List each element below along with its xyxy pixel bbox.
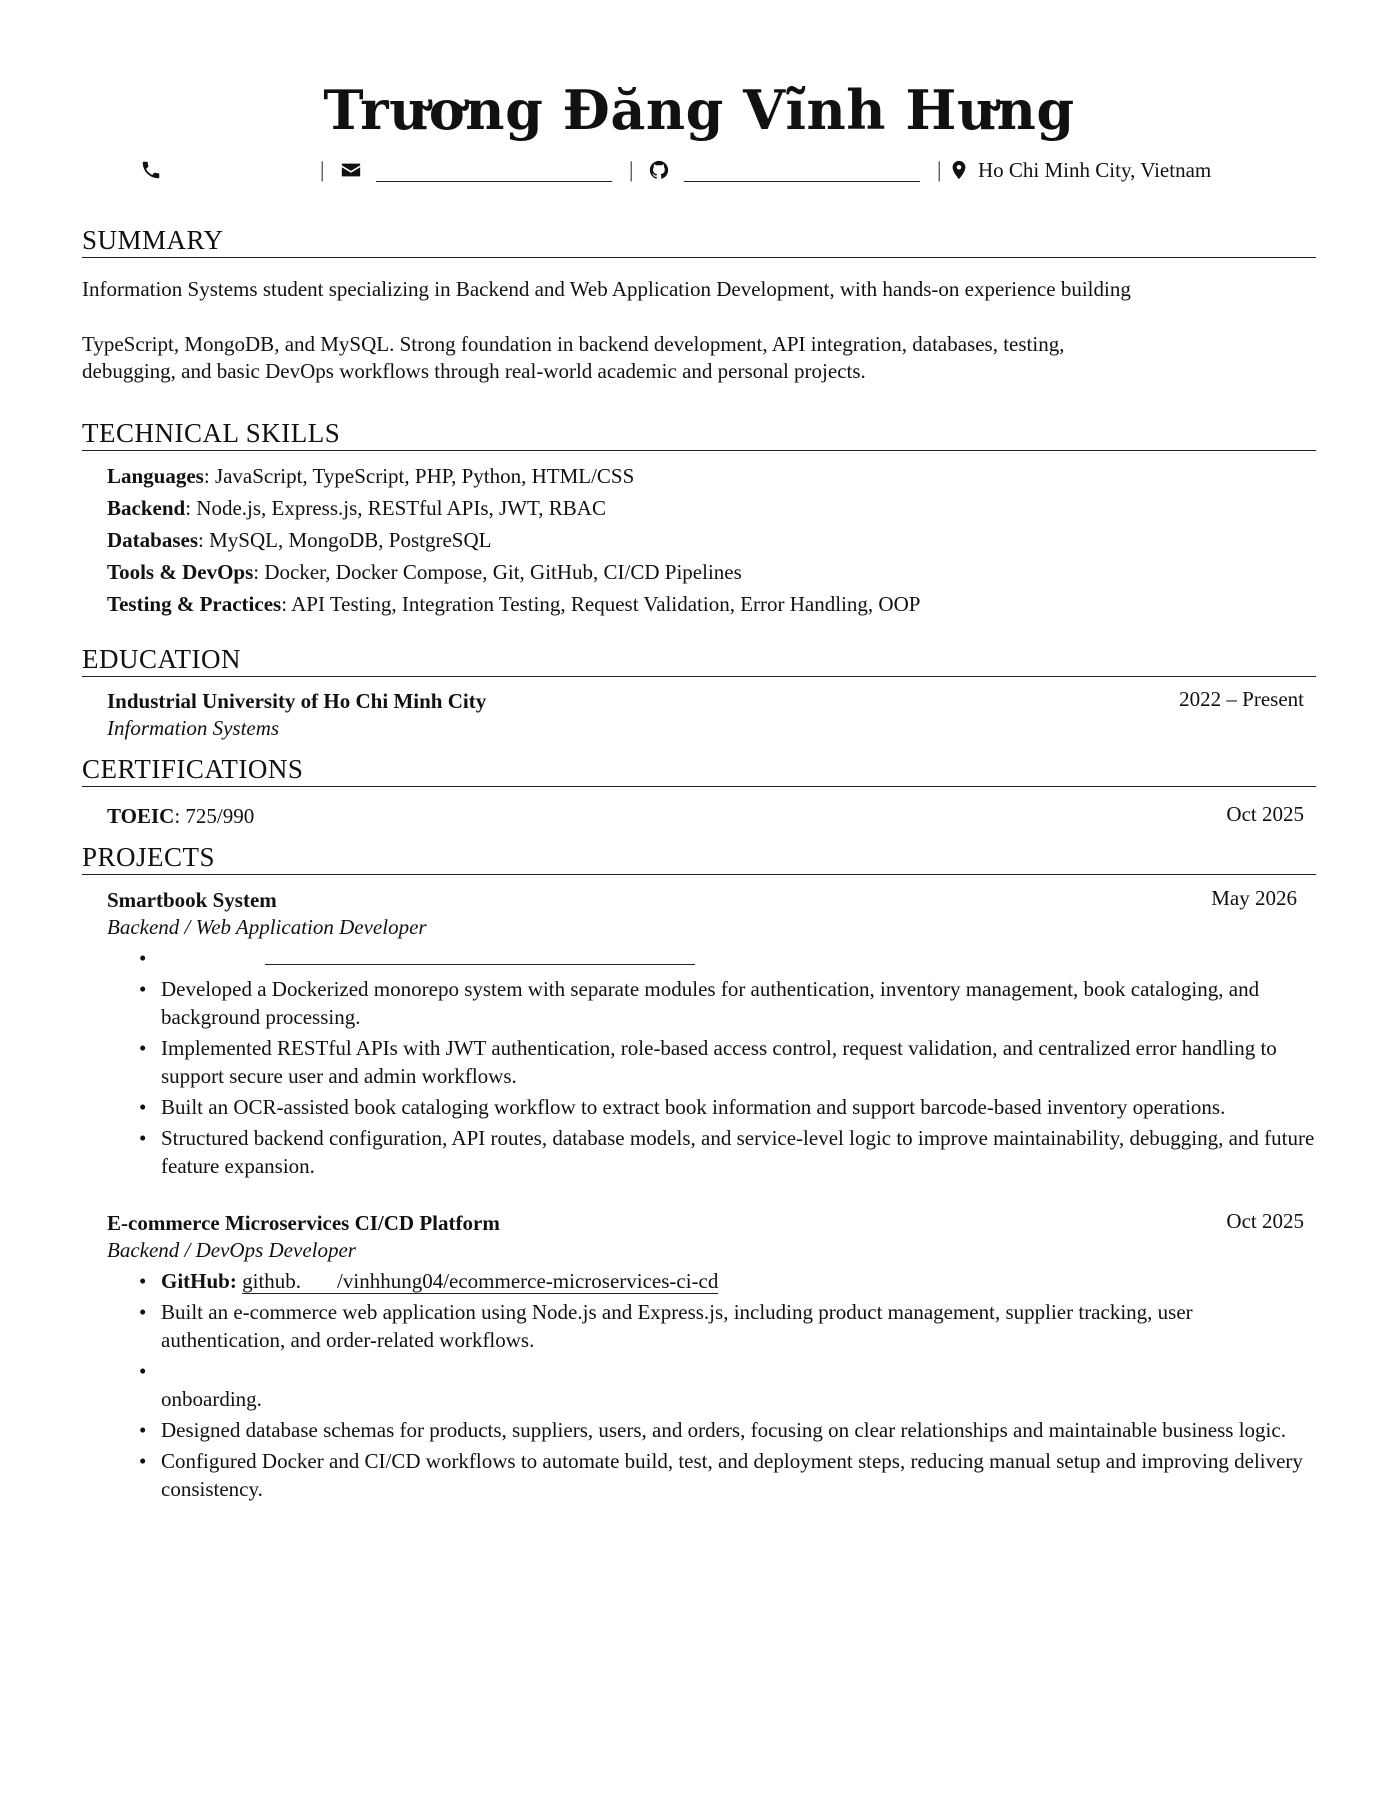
map-pin-icon [948,159,970,181]
github-repo-link[interactable]: github. /vinhhung04/ecommerce-microservices-ci-cd [242,1269,719,1293]
skill-label: Tools & DevOps [107,560,254,584]
project-date: Oct 2025 [1226,1209,1304,1233]
skill-value: : Node.js, Express.js, RESTful APIs, JWT, RBAC [185,496,606,520]
skill-tools-devops [107,558,742,586]
email-item[interactable] [340,155,612,185]
certification-toeic [107,802,254,830]
skills-heading: TECHNICAL SKILLS [82,418,1316,451]
phone-icon [140,159,162,181]
project-date: May 2026 [1211,886,1297,910]
list-item: • Built an OCR-assisted book cataloging workflow to extract book information and support barcode-based inventory operations. [107,1093,1316,1121]
summary-heading: SUMMARY [82,225,1316,258]
location-item [948,155,1211,185]
project-link[interactable] [265,944,695,965]
skill-testing-practices [107,590,920,618]
skill-value: : JavaScript, TypeScript, PHP, Python, HTML/CSS [203,464,635,488]
project-1-bullets [107,944,1316,1183]
education-heading: EDUCATION [82,644,1316,677]
certification-score: : 725/990 [174,804,255,828]
project-role: Backend / DevOps Developer [107,1238,356,1262]
list-item: • Configured Docker and CI/CD workflows to automate build, test, and deployment steps, reducing manual setup and improving delivery consistency. [107,1447,1316,1503]
candidate-name: Trương Đăng Vĩnh Hưng [323,78,1075,142]
list-item: • Designed database schemas for products, suppliers, users, and orders, focusing on clear relationships and maintainable business logic. [107,1416,1316,1444]
list-item: • Implemented RESTful APIs with JWT authentication, role-based access control, request validation, and centralized error handling to support secure user and admin workflows. [107,1034,1316,1090]
github-icon [648,159,670,181]
bullet-text: • onboarding. [161,1387,262,1411]
github-profile-link[interactable] [684,159,920,182]
education-dates: 2022 – Present [1179,687,1304,711]
github-label: GitHub: [161,1269,237,1293]
contact-separator: | [320,157,325,182]
list-item [107,944,1316,972]
location-text: Ho Chi Minh City, Vietnam [978,157,1212,182]
list-item: • Developed a Dockerized monorepo system with separate modules for authentication, inventory management, book cataloging, and background processing. [107,975,1316,1031]
project-name: Smartbook System [107,888,277,912]
list-item: • Structured backend configuration, API routes, database models, and service-level logic to improve maintainability, debugging, and future feature expansion. [107,1124,1316,1180]
skill-value: : Docker, Docker Compose, Git, GitHub, CI/CD Pipelines [253,560,742,584]
skill-backend [107,494,606,522]
skill-value: : MySQL, MongoDB, PostgreSQL [198,528,492,552]
project-name: E-commerce Microservices CI/CD Platform [107,1211,500,1235]
summary-line-3: debugging, and basic DevOps workflows through real-world academic and personal projects. [82,359,866,383]
skill-value: : API Testing, Integration Testing, Request Validation, Error Handling, OOP [281,592,921,616]
education-major: Information Systems [107,716,280,740]
certifications-heading: CERTIFICATIONS [82,754,1316,787]
certification-name: TOEIC [107,804,175,828]
project-role: Backend / Web Application Developer [107,915,427,939]
certification-date: Oct 2025 [1226,802,1304,826]
project-2-bullets [107,1267,1316,1506]
skill-databases [107,526,491,554]
school-name: Industrial University of Ho Chi Minh City [107,689,487,713]
contact-separator: | [937,157,942,182]
envelope-icon [340,159,362,181]
phone-item [140,155,162,185]
skill-label: Backend [107,496,186,520]
contact-bar [82,155,1316,189]
list-item [107,1267,1316,1295]
email-link[interactable] [376,159,612,182]
summary-line-1: Information Systems student specializing in Backend and Web Application Development, with hands-on experience building [82,277,1131,301]
list-item: • Built an e-commerce web application using Node.js and Express.js, including product management, supplier tracking, user authentication, and order-related workflows. [107,1298,1316,1354]
skill-label: Languages [107,464,204,488]
contact-separator: | [629,157,634,182]
github-item[interactable] [648,155,920,185]
list-item [107,1357,1316,1413]
summary-line-2: TypeScript, MongoDB, and MySQL. Strong foundation in backend development, API integration, databases, testing, [82,332,1065,356]
skill-label: Testing & Practices [107,592,282,616]
projects-heading: PROJECTS [82,842,1316,875]
skill-languages [107,462,634,490]
skill-label: Databases [107,528,199,552]
